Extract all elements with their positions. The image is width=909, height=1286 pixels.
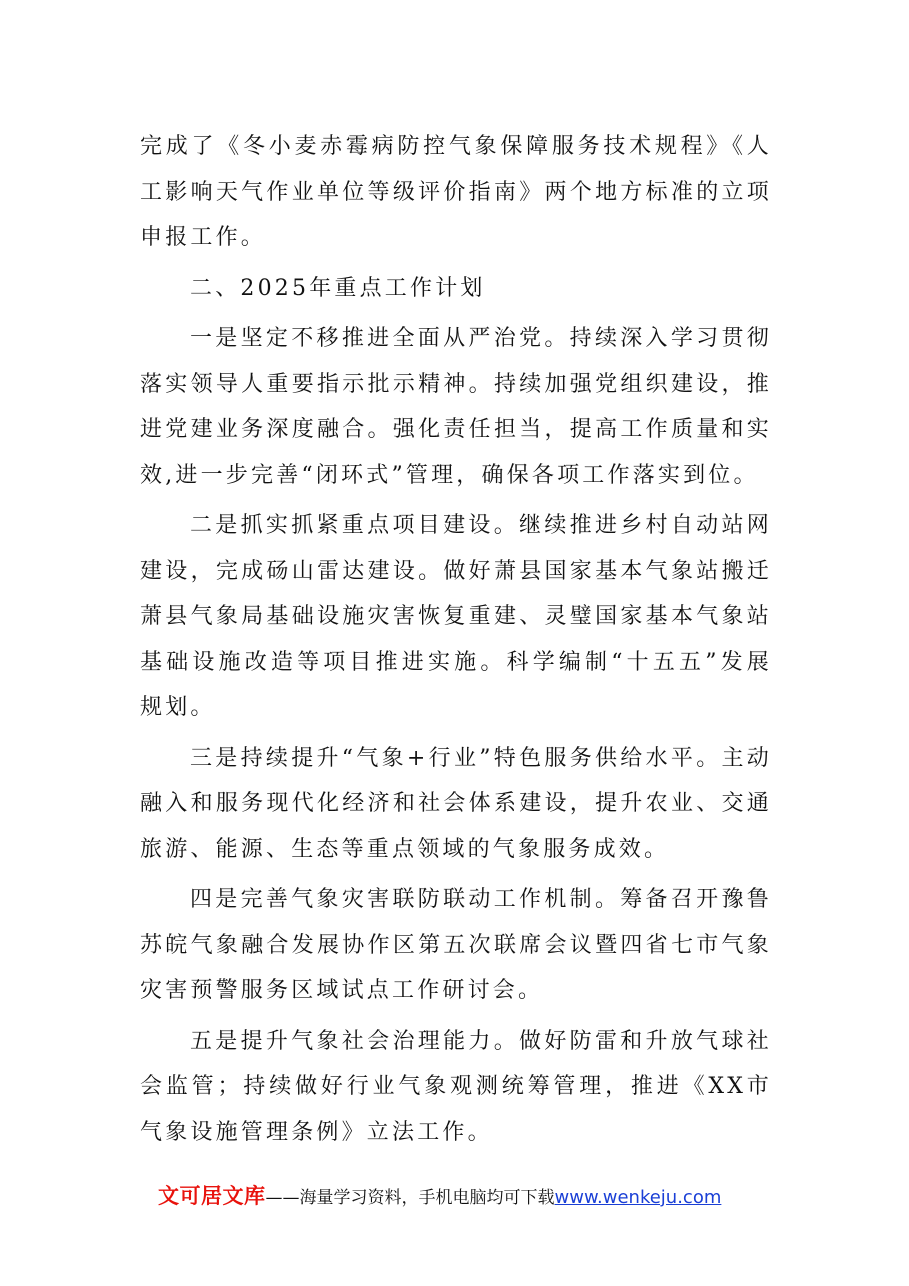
paragraph-plan-item-1: 一是坚定不移推进全面从严治党。持续深入学习贯彻落实领导人重要指示批示精神。持续加强党组织建设，推进党建业务深度融合。强化责任担当，提高工作质量和实效,进一步完善“闭环式”管理，确保各项工作落实到位。 xyxy=(140,326,772,488)
paragraph-plan-item-5: 五是提升气象社会治理能力。做好防雷和升放气球社会监管；持续做好行业气象观测统筹管理，推进《XX市气象设施管理条例》立法工作。 xyxy=(140,1028,772,1145)
document-body xyxy=(140,124,772,1155)
footer-brand-logo: 文可居文库 xyxy=(158,1184,266,1208)
footer-banner xyxy=(158,1180,778,1214)
paragraph-plan-item-2: 二是抓实抓紧重点项目建设。继续推进乡村自动站网建设，完成砀山雷达建设。做好萧县国家基本气象站搬迁萧县气象局基础设施灾害恢复重建、灵璧国家基本气象站基础设施改造等项目推进实施。科学编制“十五五”发展规划。 xyxy=(140,513,772,720)
footer-website-link[interactable]: www.wenkeju.com xyxy=(554,1187,722,1208)
paragraph-plan-item-4: 四是完善气象灾害联防联动工作机制。筹备召开豫鲁苏皖气象融合发展协作区第五次联席会议暨四省七市气象灾害预警服务区域试点工作研讨会。 xyxy=(140,887,772,1003)
section-heading-2025-plan: 二、2025年重点工作计划 xyxy=(190,275,486,301)
footer-slogan: ——海量学习资料，手机电脑均可下载 xyxy=(265,1188,555,1208)
paragraph-standards-completion: 完成了《冬小麦赤霉病防控气象保障服务技术规程》《人工影响天气作业单位等级评价指南》两个地方标准的立项申报工作。 xyxy=(140,134,772,250)
paragraph-plan-item-3: 三是持续提升“气象+行业”特色服务供给水平。主动融入和服务现代化经济和社会体系建设，提升农业、交通旅游、能源、生态等重点领域的气象服务成效。 xyxy=(140,745,772,862)
